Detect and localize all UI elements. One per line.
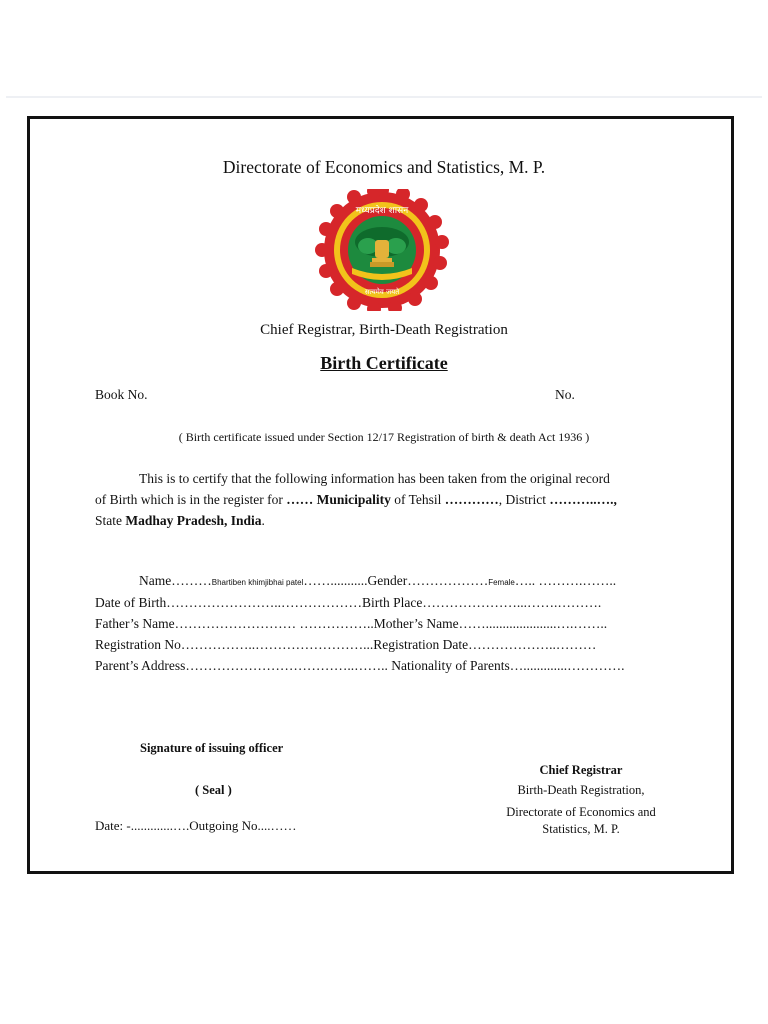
- chief-registrar-title: Chief Registrar: [539, 763, 623, 777]
- registration-row: Registration No……………..……………………...Registration Date………………..………: [95, 637, 597, 652]
- certificate-title: Birth Certificate: [320, 353, 448, 373]
- name-value: Bhartiben khimjibhai patel: [211, 578, 304, 587]
- certificate-no-label: No.: [555, 387, 575, 402]
- issuer-block: [470, 762, 692, 838]
- seal-label: ( Seal ): [195, 783, 232, 797]
- date-outgoing-line: Date: -.............….Outgoing No....……: [95, 818, 297, 833]
- emblem-top-text: मध्यप्रदेश शासन: [355, 206, 409, 216]
- signature-label: Signature of issuing officer: [140, 741, 284, 755]
- name-gender-row: Name………Bhartiben khimjibhai patel……...........Gender………………Female….. ……….……..: [139, 573, 617, 588]
- book-no-label: Book No.: [95, 387, 148, 402]
- certification-paragraph: [95, 468, 685, 531]
- mp-government-emblem-icon: [309, 189, 455, 311]
- date-of-birth-row: Date of Birth……………………..………………Birth Place…………………...…….……….: [95, 595, 602, 610]
- certify-line-1: This is to certify that the following information has been taken from the original record: [139, 471, 610, 486]
- directorate-heading: Directorate of Economics and Statistics, M. P.: [222, 157, 546, 177]
- emblem-bottom-text: सत्यमेव जयते: [364, 288, 400, 296]
- top-divider: [6, 96, 762, 98]
- chief-registrar-heading: Chief Registrar, Birth-Death Registration: [260, 322, 508, 338]
- gender-value: Female: [488, 578, 515, 587]
- directorate-line-2: Statistics, M. P.: [542, 822, 620, 836]
- certify-line-2: of Birth which is in the register for …… Municipality of Tehsil …………, District ………..….,: [95, 492, 617, 507]
- certify-line-3: State Madhay Pradesh, India.: [95, 513, 265, 528]
- directorate-line-1: Directorate of Economics and: [506, 805, 656, 819]
- act-note: ( Birth certificate issued under Section 12/17 Registration of birth & death Act 1936 ): [178, 430, 590, 444]
- parents-name-row: Father’s Name……………………… ……………..Mother’s Name…….....................….……..: [95, 616, 608, 631]
- birth-death-registration: Birth-Death Registration,: [517, 783, 645, 797]
- address-nationality-row: Parent’s Address………………………………..…….. Nationality of Parents….............………….: [95, 658, 625, 673]
